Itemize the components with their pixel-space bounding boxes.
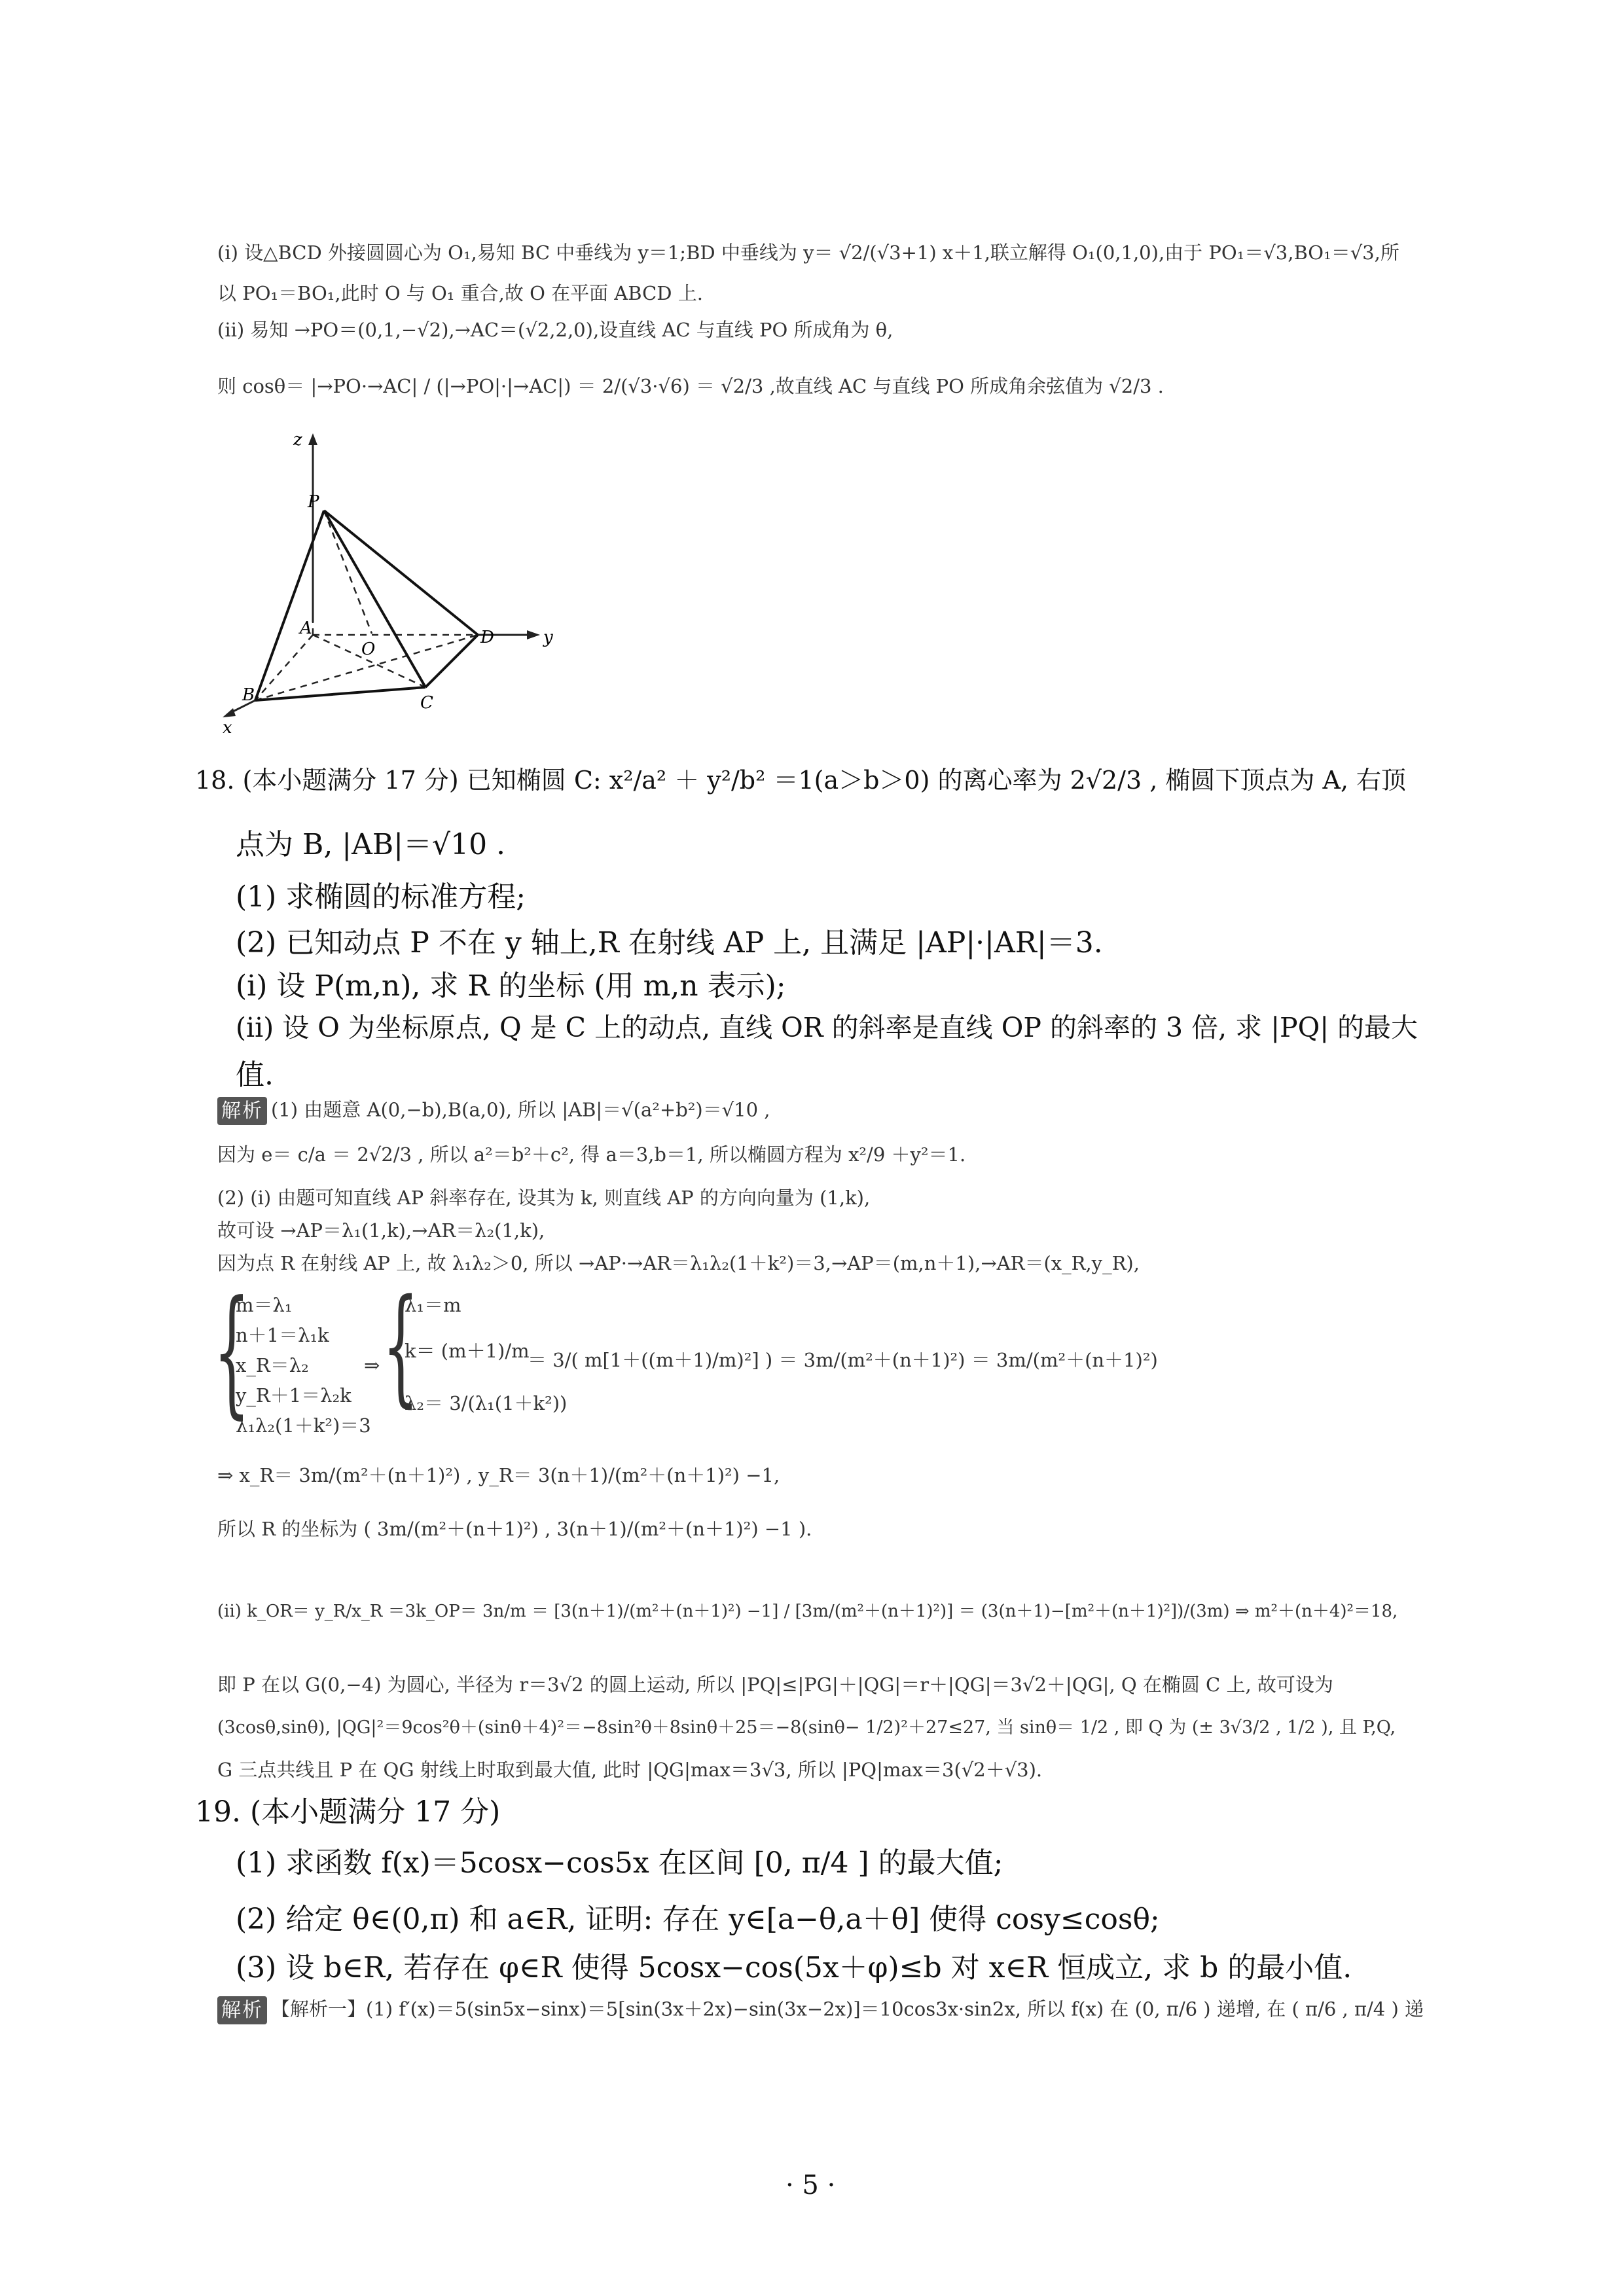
system-eq-1: m＝λ₁ xyxy=(236,1294,293,1316)
sol18-line-1-text: (1) 由题意 A(0,−b),B(a,0), 所以 |AB|＝√(a²+b²)＝√10 , xyxy=(271,1098,770,1121)
q19-line-1: 19. (本小题满分 17 分) xyxy=(195,1795,501,1829)
sol18-line-4: 故可设 →AP＝λ₁(1,k),→AR＝λ₂(1,k), xyxy=(217,1219,545,1242)
sol18-line-6: ⇒ x_R＝ 3m/(m²＋(n＋1)²) , y_R＝ 3(n＋1)/(m²＋(n＋1)²) −1, xyxy=(217,1464,780,1486)
system-eq-4: y_R＋1＝λ₂k xyxy=(236,1384,352,1407)
system-eq-5: λ₁λ₂(1＋k²)＝3 xyxy=(236,1414,371,1437)
q19-line-4: (3) 设 b∈R, 若存在 φ∈R 使得 5cosx−cos(5x＋φ)≤b 对 x∈R 恒成立, 求 b 的最小值. xyxy=(236,1951,1352,1984)
q18-line-2: 点为 B, |AB|＝√10 . xyxy=(236,828,506,861)
sol18-line-7: 所以 R 的坐标为 ( 3m/(m²＋(n＋1)²) , 3(n＋1)/(m²＋(n＋1)²) −1 ). xyxy=(217,1518,812,1540)
label-A: A xyxy=(300,619,312,638)
sol19-line-1 xyxy=(217,1996,1424,2024)
sol18-line-10: (3cosθ,sinθ), |QG|²＝9cos²θ＋(sinθ＋4)²＝−8sin²θ＋8sinθ＋25＝−8(sinθ− 1/2)²＋27≤27, 当 sinθ＝ 1/2 , 即 Q 为 (± 3√3/2 , 1/2 ), 且 P,Q, xyxy=(217,1717,1396,1738)
sol18-line-1 xyxy=(217,1097,770,1125)
chain-equation: ＝ 3/( m[1＋((m＋1)/m)²] ) ＝ 3m/(m²＋(n＋1)²) ＝ 3m/(m²＋(n＋1)²) xyxy=(528,1349,1158,1371)
system-eq-2: n＋1＝λ₁k xyxy=(236,1324,329,1346)
result-brace: { xyxy=(382,1271,419,1420)
sol18-line-2: 因为 e＝ c/a ＝ 2√2/3 , 所以 a²＝b²＋c², 得 a＝3,b＝1, 所以椭圆方程为 x²/9 ＋y²＝1. xyxy=(217,1143,966,1166)
system-brace: { xyxy=(213,1270,250,1432)
label-C: C xyxy=(420,693,433,713)
system-eq-3: x_R＝λ₂ xyxy=(236,1354,309,1376)
q18-line-6: (ii) 设 O 为坐标原点, Q 是 C 上的动点, 直线 OR 的斜率是直线 OP 的斜率的 3 倍, 求 |PQ| 的最大 xyxy=(236,1012,1418,1043)
sol18-line-8: (ii) k_OR＝ y_R/x_R ＝3k_OP＝ 3n/m ＝ [3(n＋1)/(m²＋(n＋1)²) −1] / [3m/(m²＋(n＋1)²)] ＝ (3(n＋1)−[m²＋(n＋1)²])/(3m) ⇒ m²＋(n＋4)²＝18, xyxy=(217,1602,1398,1621)
label-B: B xyxy=(242,685,255,705)
sol17-line-4: 则 cosθ＝ |→PO·→AC| / (|→PO|·|→AC|) ＝ 2/(√3·√6) ＝ √2/3 ,故直线 AC 与直线 PO 所成角余弦值为 √2/3 . xyxy=(217,375,1164,397)
q19-line-2: (1) 求函数 f(x)＝5cosx−cos5x 在区间 [0, π/4 ] 的最大值; xyxy=(236,1846,1003,1880)
q18-line-5: (i) 设 P(m,n), 求 R 的坐标 (用 m,n 表示); xyxy=(236,969,786,1003)
result-eq-1: λ₁＝m xyxy=(405,1294,461,1316)
q18-line-1: 18. (本小题满分 17 分) 已知椭圆 C: x²/a² ＋ y²/b² ＝1(a＞b＞0) 的离心率为 2√2/3 , 椭圆下顶点为 A, 右顶 xyxy=(195,766,1407,795)
q19-line-3: (2) 给定 θ∈(0,π) 和 a∈R, 证明: 存在 y∈[a−θ,a＋θ] 使得 cosy≤cosθ; xyxy=(236,1903,1160,1936)
sol18-line-5: 因为点 R 在射线 AP 上, 故 λ₁λ₂＞0, 所以 →AP·→AR＝λ₁λ₂(1＋k²)＝3,→AP＝(m,n＋1),→AR＝(x_R,y_R), xyxy=(217,1252,1140,1274)
q18-line-3: (1) 求椭圆的标准方程; xyxy=(236,880,526,914)
q18-line-4: (2) 已知动点 P 不在 y 轴上,R 在射线 AP 上, 且满足 |AP|·|AR|＝3. xyxy=(236,926,1103,960)
implies-arrow: ⇒ xyxy=(364,1354,380,1376)
analysis-tag: 解析 xyxy=(217,1097,267,1125)
label-D: D xyxy=(480,628,494,647)
q18-line-7: 值. xyxy=(236,1058,274,1092)
sol17-line-1: (i) 设△BCD 外接圆圆心为 O₁,易知 BC 中垂线为 y＝1;BD 中垂线为 y＝ √2/(√3+1) x＋1,联立解得 O₁(0,1,0),由于 PO₁＝√3,BO₁＝√3,所 xyxy=(217,242,1399,264)
pyramid-figure xyxy=(216,425,596,733)
label-O: O xyxy=(361,639,376,659)
result-eq-3: λ₂＝ 3/(λ₁(1＋k²)) xyxy=(405,1392,568,1414)
label-x: x xyxy=(223,718,232,733)
label-z: z xyxy=(293,430,302,450)
sol19-line-1-text: 【解析一】(1) f′(x)＝5(sin5x−sinx)＝5[sin(3x＋2x)−sin(3x−2x)]＝10cos3x·sin2x, 所以 f(x) 在 (0, π/6 ) 递增, 在 ( π/6 , π/4 ) 递 xyxy=(271,1998,1424,2020)
sol17-line-2: 以 PO₁＝BO₁,此时 O 与 O₁ 重合,故 O 在平面 ABCD 上. xyxy=(217,282,703,304)
sol18-line-3: (2) (i) 由题可知直线 AP 斜率存在, 设其为 k, 则直线 AP 的方向向量为 (1,k), xyxy=(217,1187,871,1209)
sol18-line-9: 即 P 在以 G(0,−4) 为圆心, 半径为 r＝3√2 的圆上运动, 所以 |PQ|≤|PG|＋|QG|＝r＋|QG|＝3√2＋|QG|, Q 在椭圆 C 上, 故可设为 xyxy=(217,1674,1333,1696)
sol18-line-11: G 三点共线且 P 在 QG 射线上时取到最大值, 此时 |QG|max＝3√3, 所以 |PQ|max＝3(√2＋√3). xyxy=(217,1759,1043,1781)
label-y: y xyxy=(543,628,553,647)
label-P: P xyxy=(308,492,319,512)
result-eq-2: k＝ (m＋1)/m xyxy=(405,1340,530,1362)
sol17-line-3: (ii) 易知 →PO＝(0,1,−√2),→AC＝(√2,2,0),设直线 AC 与直线 PO 所成角为 θ, xyxy=(217,319,893,341)
analysis-tag-19: 解析 xyxy=(217,1996,267,2024)
page-number: · 5 · xyxy=(785,2170,836,2200)
